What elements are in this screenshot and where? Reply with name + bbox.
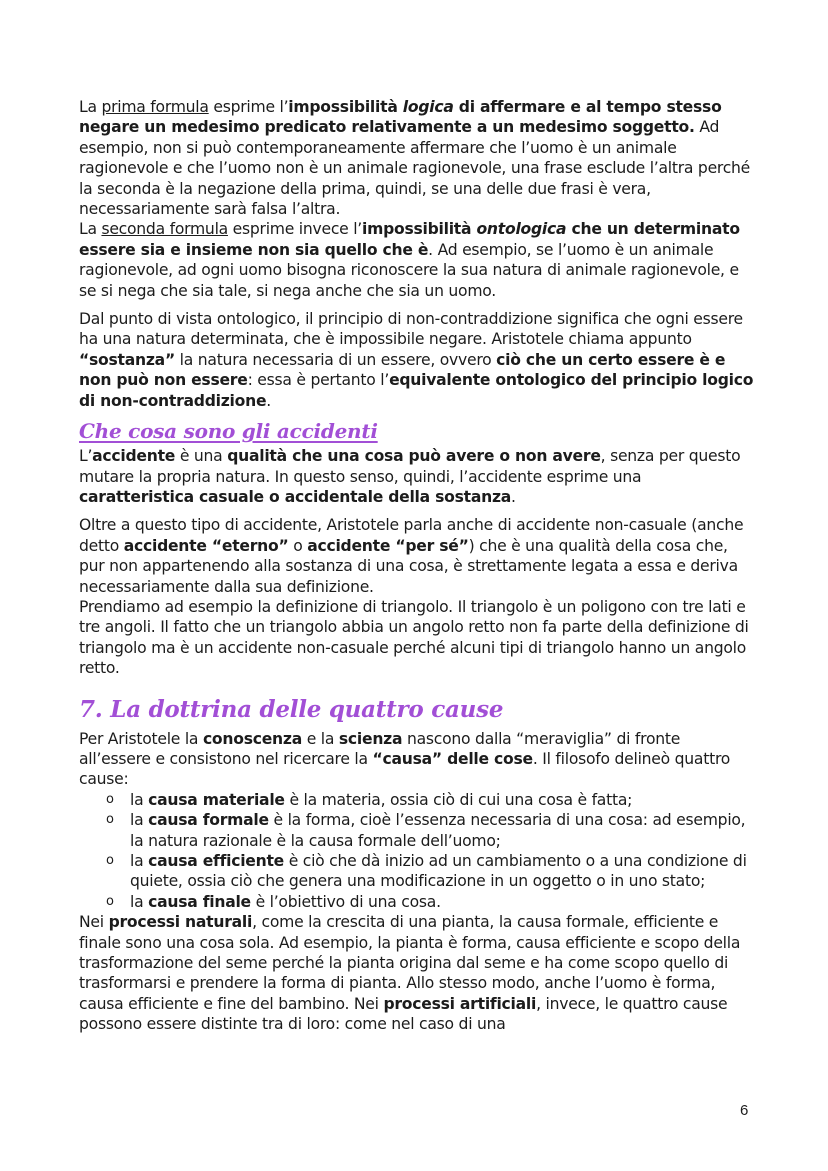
heading-accidenti: Che cosa sono gli accidenti: [79, 419, 378, 444]
paragraph-processi: Nei processi naturali, come la crescita di una pianta, la causa formale, efficiente e finale sono una cosa sola. Ad esempio, la pianta è forma, causa efficiente e scopo della trasformazione del seme perché la pianta origina dal seme e ha come scopo quello di trasformarsi e prendere la forma di pianta. Allo stesso modo, anche l’uomo è forma, causa efficiente e fine del bambino. Nei processi artificiali, invece, le quattro cause possono essere distinte tra di loro: come nel caso di una: [79, 913, 741, 1034]
list-item: o la causa efficiente è ciò che dà inizio ad un cambiamento o a una condizione di quiete, ossia ciò che genera una modificazione in un oggetto o in uno stato;: [79, 851, 755, 892]
document-body: [79, 97, 755, 1035]
list-item: o la causa formale è la forma, cioè l’essenza necessaria di una cosa: ad esempio, la natura razionale è la causa formale dell’uomo;: [79, 810, 755, 851]
paragraph-conoscenza: Per Aristotele la conoscenza e la scienza nascono dalla “meraviglia” di fronte all’essere e consistono nel ricercare la “causa” delle cose. Il filosofo delineò quattro cause:: [79, 729, 731, 789]
paragraph-accidente-non-casuale: Oltre a questo tipo di accidente, Aristotele parla anche di accidente non-casuale (anche detto accidente “eterno” o accidente “per sé”) che è una qualità della cosa che, pur non appartenendo alla sostanza di una cosa, è strettamente legata a essa e deriva necessariamente dalla sua definizione.: [79, 516, 744, 596]
list-item: o la causa finale è l’obiettivo di una cosa.: [79, 892, 755, 912]
paragraph-prima-formula: La prima formula esprime l’impossibilità logica di affermare e al tempo stesso negare un medesimo predicato relativamente a un medesimo soggetto. Ad esempio, non si può contemporaneamente affermare che l’uomo è un animale ragionevole e che l’uomo non è un animale ragionevole, una frase esclude l’altra perché la seconda è la negazione della prima, quindi, se una delle due frasi è vera, necessariamente sarà falsa l’altra.: [79, 98, 751, 219]
paragraph-sostanza: Dal punto di vista ontologico, il principio di non-contraddizione significa che ogni essere ha una natura determinata, che è impossibile negare. Aristotele chiama appunto “sostanza” la natura necessaria di un essere, ovvero ciò che un certo essere è e non può non essere: essa è pertanto l’equivalente ontologico del principio logico di non-contraddizione.: [79, 310, 754, 410]
paragraph-seconda-formula: La seconda formula esprime invece l’impossibilità ontologica che un determinato essere sia e insieme non sia quello che è. Ad esempio, se l’uomo è un animale ragionevole, ad ogni uomo bisogna riconoscere la sua natura di animale ragionevole, e se si nega che sia tale, si nega anche che sia un uomo.: [79, 220, 740, 300]
paragraph-accidente: L’accidente è una qualità che una cosa può avere o non avere, senza per questo mutare la propria natura. In questo senso, quindi, l’accidente esprime una caratteristica casuale o accidentale della sostanza.: [79, 447, 741, 506]
heading-quattro-cause: 7. La dottrina delle quattro cause: [79, 695, 504, 723]
page-number: 6: [740, 1102, 749, 1119]
causes-list: [79, 790, 755, 912]
paragraph-triangolo: Prendiamo ad esempio la definizione di triangolo. Il triangolo è un poligono con tre lati e tre angoli. Il fatto che un triangolo abbia un angolo retto non fa parte della definizione di triangolo ma è un accidente non-casuale perché alcuni tipi di triangolo hanno un angolo retto.: [79, 597, 749, 678]
list-item: o la causa materiale è la materia, ossia ciò di cui una cosa è fatta;: [79, 790, 755, 810]
